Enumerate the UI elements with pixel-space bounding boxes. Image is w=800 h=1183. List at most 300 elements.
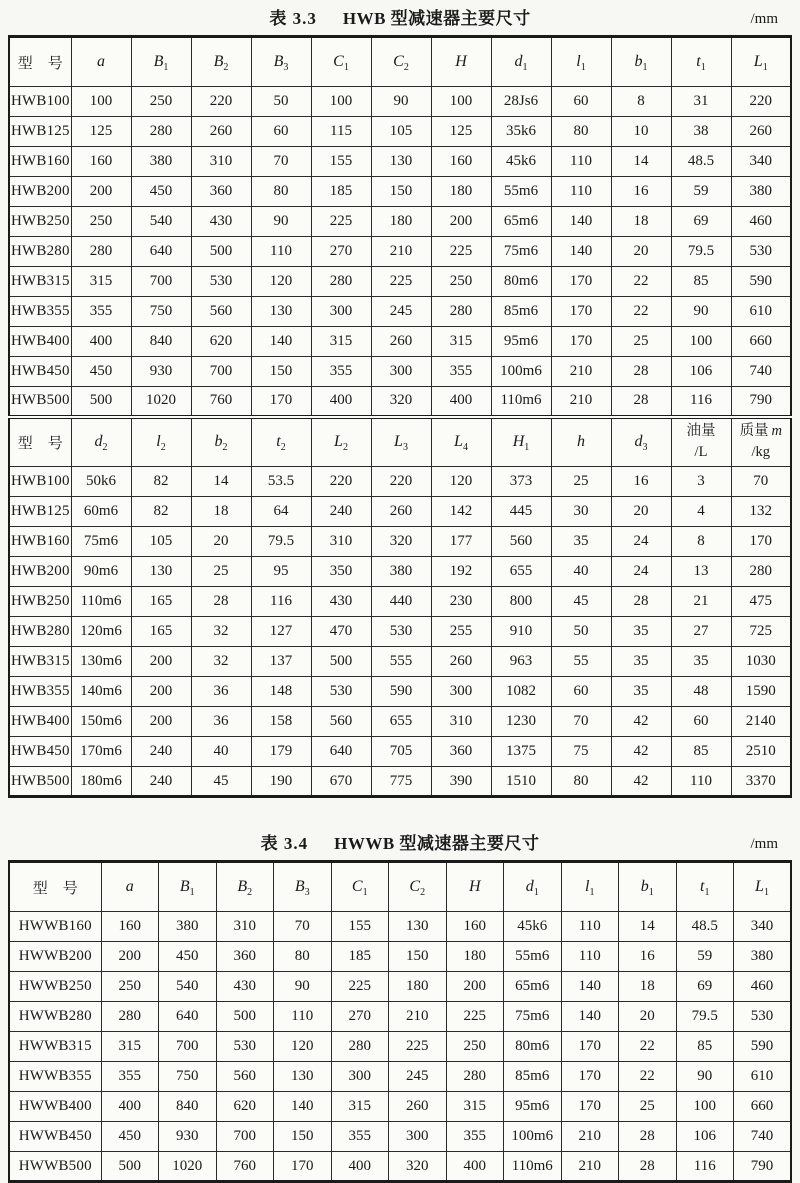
- column-header: 质量 m /kg: [731, 417, 791, 467]
- value-cell: 590: [371, 677, 431, 707]
- value-cell: 110: [251, 237, 311, 267]
- value-cell: 148: [251, 677, 311, 707]
- value-cell: 137: [251, 647, 311, 677]
- column-header: $C_1$: [331, 862, 389, 912]
- value-cell: 260: [371, 497, 431, 527]
- value-cell: 315: [311, 327, 371, 357]
- value-cell: 250: [71, 207, 131, 237]
- value-cell: 140m6: [71, 677, 131, 707]
- unit-label: /mm: [750, 836, 778, 852]
- value-cell: 50k6: [71, 467, 131, 497]
- value-cell: 315: [101, 1032, 159, 1062]
- value-cell: 270: [331, 1002, 389, 1032]
- value-cell: 240: [311, 497, 371, 527]
- value-cell: 963: [491, 647, 551, 677]
- value-cell: 79.5: [676, 1002, 734, 1032]
- model-cell: HWB315: [9, 647, 71, 677]
- value-cell: 21: [671, 587, 731, 617]
- value-cell: 555: [371, 647, 431, 677]
- value-cell: 105: [131, 527, 191, 557]
- value-cell: 115: [311, 117, 371, 147]
- value-cell: 55: [551, 647, 611, 677]
- value-cell: 70: [251, 147, 311, 177]
- value-cell: 380: [731, 177, 791, 207]
- table-row: [9, 1092, 791, 1122]
- value-cell: 150: [251, 357, 311, 387]
- column-header: $l_1$: [561, 862, 619, 912]
- value-cell: 31: [671, 87, 731, 117]
- table-3-4-block: [8, 831, 792, 1183]
- value-cell: 655: [491, 557, 551, 587]
- table-row: [9, 327, 791, 357]
- column-header: $b_1$: [619, 862, 677, 912]
- value-cell: 1082: [491, 677, 551, 707]
- value-cell: 705: [371, 737, 431, 767]
- value-cell: 700: [131, 267, 191, 297]
- value-cell: 35: [551, 527, 611, 557]
- value-cell: 3370: [731, 767, 791, 797]
- value-cell: 160: [71, 147, 131, 177]
- value-cell: 80: [551, 767, 611, 797]
- value-cell: 16: [611, 467, 671, 497]
- value-cell: 373: [491, 467, 551, 497]
- model-cell: HWB355: [9, 677, 71, 707]
- column-header: $C_2$: [389, 862, 447, 912]
- value-cell: 70: [551, 707, 611, 737]
- value-cell: 180: [431, 177, 491, 207]
- value-cell: 125: [431, 117, 491, 147]
- column-header: $t_1$: [676, 862, 734, 912]
- value-cell: 60: [551, 677, 611, 707]
- model-cell: HWWB250: [9, 972, 101, 1002]
- value-cell: 280: [331, 1032, 389, 1062]
- table-row: [9, 147, 791, 177]
- header-row: [9, 417, 791, 467]
- value-cell: 22: [611, 267, 671, 297]
- value-cell: 360: [191, 177, 251, 207]
- value-cell: 225: [331, 972, 389, 1002]
- column-header: 型 号: [9, 37, 71, 87]
- value-cell: 100: [311, 87, 371, 117]
- value-cell: 460: [731, 207, 791, 237]
- value-cell: 245: [389, 1062, 447, 1092]
- value-cell: 70: [731, 467, 791, 497]
- value-cell: 500: [216, 1002, 274, 1032]
- column-header: $B_2$: [191, 37, 251, 87]
- value-cell: 140: [551, 207, 611, 237]
- value-cell: 430: [216, 972, 274, 1002]
- value-cell: 40: [191, 737, 251, 767]
- value-cell: 170: [731, 527, 791, 557]
- value-cell: 110m6: [491, 387, 551, 417]
- value-cell: 150: [274, 1122, 332, 1152]
- value-cell: 660: [734, 1092, 792, 1122]
- value-cell: 16: [611, 177, 671, 207]
- value-cell: 460: [734, 972, 792, 1002]
- value-cell: 100: [431, 87, 491, 117]
- value-cell: 100: [671, 327, 731, 357]
- value-cell: 100: [676, 1092, 734, 1122]
- model-cell: HWB125: [9, 497, 71, 527]
- value-cell: 390: [431, 767, 491, 797]
- value-cell: 310: [216, 912, 274, 942]
- value-cell: 180: [389, 972, 447, 1002]
- value-cell: 225: [371, 267, 431, 297]
- value-cell: 760: [216, 1152, 274, 1182]
- value-cell: 170: [561, 1092, 619, 1122]
- value-cell: 155: [311, 147, 371, 177]
- value-cell: 105: [371, 117, 431, 147]
- model-cell: HWB160: [9, 147, 71, 177]
- value-cell: 116: [671, 387, 731, 417]
- model-cell: HWWB200: [9, 942, 101, 972]
- value-cell: 40: [551, 557, 611, 587]
- value-cell: 28: [619, 1152, 677, 1182]
- value-cell: 85: [671, 737, 731, 767]
- column-header: $d_3$: [611, 417, 671, 467]
- value-cell: 140: [274, 1092, 332, 1122]
- column-header: H: [446, 862, 504, 912]
- value-cell: 95m6: [491, 327, 551, 357]
- value-cell: 400: [71, 327, 131, 357]
- table-number: 表 3.3: [269, 9, 317, 28]
- header-row: [9, 37, 791, 87]
- value-cell: 300: [311, 297, 371, 327]
- value-cell: 32: [191, 617, 251, 647]
- table-3-3: [8, 35, 792, 798]
- value-cell: 170: [274, 1152, 332, 1182]
- value-cell: 360: [216, 942, 274, 972]
- value-cell: 140: [551, 237, 611, 267]
- value-cell: 80: [274, 942, 332, 972]
- value-cell: 75m6: [71, 527, 131, 557]
- value-cell: 400: [446, 1152, 504, 1182]
- model-cell: HWB280: [9, 617, 71, 647]
- column-header: $B_3$: [251, 37, 311, 87]
- model-cell: HWB100: [9, 87, 71, 117]
- value-cell: 65m6: [491, 207, 551, 237]
- column-header: $l_2$: [131, 417, 191, 467]
- value-cell: 530: [371, 617, 431, 647]
- value-cell: 18: [611, 207, 671, 237]
- table-row: [9, 737, 791, 767]
- value-cell: 90: [676, 1062, 734, 1092]
- value-cell: 150: [389, 942, 447, 972]
- value-cell: 120: [431, 467, 491, 497]
- value-cell: 22: [611, 297, 671, 327]
- table-row: [9, 387, 791, 417]
- value-cell: 210: [551, 387, 611, 417]
- value-cell: 560: [491, 527, 551, 557]
- value-cell: 200: [131, 647, 191, 677]
- value-cell: 430: [191, 207, 251, 237]
- value-cell: 355: [331, 1122, 389, 1152]
- value-cell: 170: [561, 1062, 619, 1092]
- value-cell: 80m6: [504, 1032, 562, 1062]
- value-cell: 165: [131, 587, 191, 617]
- value-cell: 640: [159, 1002, 217, 1032]
- table-3-3-block: [8, 6, 792, 798]
- value-cell: 8: [671, 527, 731, 557]
- value-cell: 82: [131, 497, 191, 527]
- value-cell: 185: [311, 177, 371, 207]
- value-cell: 310: [191, 147, 251, 177]
- value-cell: 160: [431, 147, 491, 177]
- value-cell: 177: [431, 527, 491, 557]
- table-row: [9, 647, 791, 677]
- value-cell: 500: [71, 387, 131, 417]
- value-cell: 530: [216, 1032, 274, 1062]
- value-cell: 75m6: [491, 237, 551, 267]
- value-cell: 95m6: [504, 1092, 562, 1122]
- value-cell: 125: [71, 117, 131, 147]
- value-cell: 45: [191, 767, 251, 797]
- value-cell: 270: [311, 237, 371, 267]
- value-cell: 130m6: [71, 647, 131, 677]
- value-cell: 22: [619, 1062, 677, 1092]
- value-cell: 220: [311, 467, 371, 497]
- value-cell: 53.5: [251, 467, 311, 497]
- value-cell: 240: [131, 767, 191, 797]
- table-row: [9, 617, 791, 647]
- column-header: $t_1$: [671, 37, 731, 87]
- value-cell: 1510: [491, 767, 551, 797]
- value-cell: 55m6: [504, 942, 562, 972]
- value-cell: 220: [731, 87, 791, 117]
- value-cell: 530: [311, 677, 371, 707]
- value-cell: 116: [251, 587, 311, 617]
- value-cell: 20: [611, 497, 671, 527]
- model-cell: HWB250: [9, 587, 71, 617]
- value-cell: 20: [611, 237, 671, 267]
- value-cell: 120m6: [71, 617, 131, 647]
- column-header: $L_4$: [431, 417, 491, 467]
- value-cell: 80: [251, 177, 311, 207]
- column-header: $L_3$: [371, 417, 431, 467]
- table-row: [9, 467, 791, 497]
- table-title: HWB 型减速器主要尺寸: [342, 9, 531, 28]
- value-cell: 45k6: [504, 912, 562, 942]
- value-cell: 180: [371, 207, 431, 237]
- value-cell: 740: [734, 1122, 792, 1152]
- model-cell: HWB200: [9, 557, 71, 587]
- column-header: 型 号: [9, 862, 101, 912]
- value-cell: 380: [734, 942, 792, 972]
- value-cell: 340: [734, 912, 792, 942]
- value-cell: 220: [191, 87, 251, 117]
- value-cell: 64: [251, 497, 311, 527]
- value-cell: 260: [371, 327, 431, 357]
- value-cell: 142: [431, 497, 491, 527]
- value-cell: 700: [191, 357, 251, 387]
- table-row: [9, 177, 791, 207]
- model-cell: HWB450: [9, 737, 71, 767]
- model-cell: HWWB400: [9, 1092, 101, 1122]
- value-cell: 42: [611, 737, 671, 767]
- value-cell: 28: [619, 1122, 677, 1152]
- value-cell: 1590: [731, 677, 791, 707]
- value-cell: 500: [311, 647, 371, 677]
- column-header: h: [551, 417, 611, 467]
- value-cell: 210: [561, 1122, 619, 1152]
- value-cell: 380: [131, 147, 191, 177]
- model-cell: HWWB280: [9, 1002, 101, 1032]
- value-cell: 315: [431, 327, 491, 357]
- value-cell: 28: [611, 387, 671, 417]
- value-cell: 150: [371, 177, 431, 207]
- value-cell: 700: [159, 1032, 217, 1062]
- model-cell: HWB160: [9, 527, 71, 557]
- value-cell: 280: [101, 1002, 159, 1032]
- value-cell: 140: [251, 327, 311, 357]
- table-row: [9, 207, 791, 237]
- value-cell: 260: [431, 647, 491, 677]
- value-cell: 260: [731, 117, 791, 147]
- column-header: a: [101, 862, 159, 912]
- table-3-3-caption: [8, 6, 792, 32]
- value-cell: 400: [311, 387, 371, 417]
- column-header: $B_1$: [131, 37, 191, 87]
- value-cell: 280: [131, 117, 191, 147]
- value-cell: 560: [216, 1062, 274, 1092]
- table-row: [9, 1152, 791, 1182]
- value-cell: 540: [131, 207, 191, 237]
- value-cell: 475: [731, 587, 791, 617]
- value-cell: 100m6: [491, 357, 551, 387]
- value-cell: 750: [131, 297, 191, 327]
- value-cell: 110: [551, 177, 611, 207]
- value-cell: 660: [731, 327, 791, 357]
- value-cell: 280: [431, 297, 491, 327]
- value-cell: 100m6: [504, 1122, 562, 1152]
- value-cell: 180: [446, 942, 504, 972]
- value-cell: 255: [431, 617, 491, 647]
- value-cell: 3: [671, 467, 731, 497]
- value-cell: 32: [191, 647, 251, 677]
- column-header: $L_2$: [311, 417, 371, 467]
- value-cell: 590: [731, 267, 791, 297]
- value-cell: 25: [191, 557, 251, 587]
- table-row: [9, 497, 791, 527]
- model-cell: HWWB450: [9, 1122, 101, 1152]
- value-cell: 260: [389, 1092, 447, 1122]
- table-row: [9, 767, 791, 797]
- table-number: 表 3.4: [260, 834, 309, 853]
- value-cell: 28: [611, 587, 671, 617]
- table-row: [9, 972, 791, 1002]
- value-cell: 180m6: [71, 767, 131, 797]
- value-cell: 170: [551, 327, 611, 357]
- value-cell: 620: [216, 1092, 274, 1122]
- value-cell: 116: [676, 1152, 734, 1182]
- value-cell: 350: [311, 557, 371, 587]
- table-title: HWWB 型减速器主要尺寸: [334, 834, 540, 853]
- value-cell: 25: [619, 1092, 677, 1122]
- value-cell: 55m6: [491, 177, 551, 207]
- column-header: $l_1$: [551, 37, 611, 87]
- value-cell: 192: [431, 557, 491, 587]
- model-cell: HWB125: [9, 117, 71, 147]
- column-header: $d_2$: [71, 417, 131, 467]
- value-cell: 750: [159, 1062, 217, 1092]
- value-cell: 130: [389, 912, 447, 942]
- value-cell: 200: [71, 177, 131, 207]
- value-cell: 320: [371, 387, 431, 417]
- value-cell: 1230: [491, 707, 551, 737]
- value-cell: 355: [101, 1062, 159, 1092]
- column-header: $t_2$: [251, 417, 311, 467]
- table-row: [9, 942, 791, 972]
- value-cell: 25: [611, 327, 671, 357]
- value-cell: 355: [446, 1122, 504, 1152]
- value-cell: 27: [671, 617, 731, 647]
- value-cell: 360: [431, 737, 491, 767]
- value-cell: 250: [431, 267, 491, 297]
- value-cell: 18: [191, 497, 251, 527]
- value-cell: 640: [311, 737, 371, 767]
- value-cell: 610: [731, 297, 791, 327]
- column-header: $B_2$: [216, 862, 274, 912]
- value-cell: 540: [159, 972, 217, 1002]
- value-cell: 45k6: [491, 147, 551, 177]
- value-cell: 500: [101, 1152, 159, 1182]
- value-cell: 230: [431, 587, 491, 617]
- table-3-4: [8, 860, 792, 1183]
- value-cell: 840: [159, 1092, 217, 1122]
- value-cell: 165: [131, 617, 191, 647]
- value-cell: 13: [671, 557, 731, 587]
- value-cell: 590: [734, 1032, 792, 1062]
- table-row: [9, 557, 791, 587]
- value-cell: 158: [251, 707, 311, 737]
- value-cell: 225: [311, 207, 371, 237]
- value-cell: 400: [331, 1152, 389, 1182]
- value-cell: 90: [251, 207, 311, 237]
- value-cell: 355: [431, 357, 491, 387]
- value-cell: 245: [371, 297, 431, 327]
- value-cell: 82: [131, 467, 191, 497]
- unit-label: /mm: [750, 11, 778, 27]
- table-row: [9, 1122, 791, 1152]
- value-cell: 2510: [731, 737, 791, 767]
- value-cell: 315: [446, 1092, 504, 1122]
- column-header: $H_1$: [491, 417, 551, 467]
- value-cell: 560: [311, 707, 371, 737]
- value-cell: 300: [389, 1122, 447, 1152]
- value-cell: 185: [331, 942, 389, 972]
- value-cell: 790: [734, 1152, 792, 1182]
- value-cell: 2140: [731, 707, 791, 737]
- model-cell: HWB500: [9, 767, 71, 797]
- value-cell: 100: [71, 87, 131, 117]
- value-cell: 170: [561, 1032, 619, 1062]
- value-cell: 85: [676, 1032, 734, 1062]
- value-cell: 42: [611, 767, 671, 797]
- value-cell: 28: [611, 357, 671, 387]
- value-cell: 170: [551, 297, 611, 327]
- value-cell: 225: [446, 1002, 504, 1032]
- column-header: 油量 /L: [671, 417, 731, 467]
- value-cell: 35: [671, 647, 731, 677]
- value-cell: 35k6: [491, 117, 551, 147]
- model-cell: HWB400: [9, 707, 71, 737]
- value-cell: 70: [274, 912, 332, 942]
- value-cell: 75: [551, 737, 611, 767]
- value-cell: 22: [619, 1032, 677, 1062]
- value-cell: 210: [371, 237, 431, 267]
- value-cell: 800: [491, 587, 551, 617]
- value-cell: 110: [561, 942, 619, 972]
